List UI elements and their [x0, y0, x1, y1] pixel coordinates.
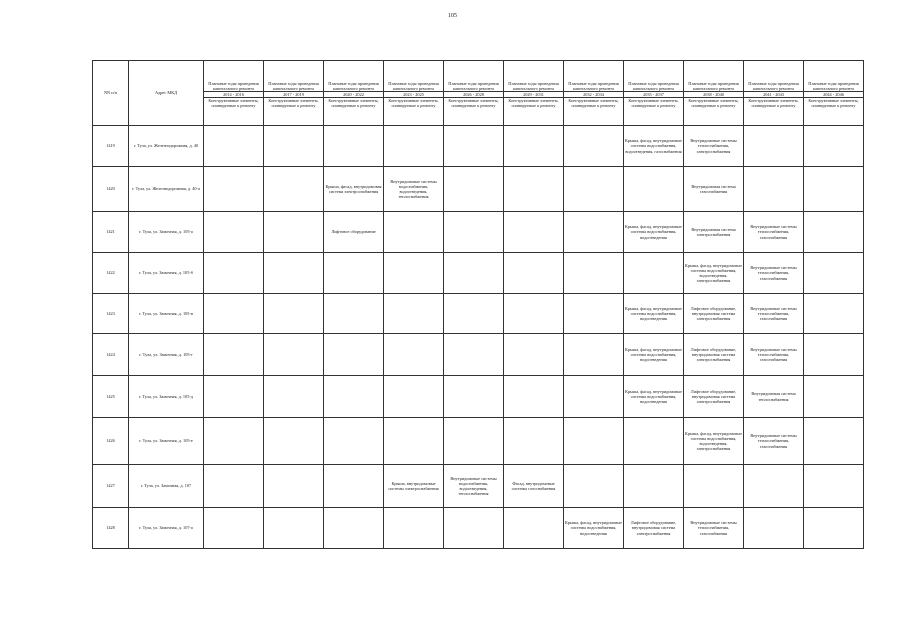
table-row [93, 126, 864, 167]
row-cell: Крыша, фасад, внутридомовые системы водоснабжения, водоотведения, газоснабжения [624, 126, 684, 167]
row-cell [324, 253, 384, 294]
row-cell [204, 253, 264, 294]
row-cell [264, 508, 324, 549]
row-cell: Внутридомовые системы теплоснабжения, газоснабжения [744, 294, 804, 334]
row-cell [804, 418, 864, 465]
row-cell [504, 167, 564, 212]
row-cell: Внутридомовые системы теплоснабжения, электроснабжения [684, 126, 744, 167]
capital-repair-table [92, 60, 864, 549]
row-cell [444, 334, 504, 376]
row-number: 1422 [93, 253, 129, 294]
header-period-title: Плановые годы проведения капитального ремонта [448, 80, 499, 91]
row-cell [504, 126, 564, 167]
row-cell [744, 508, 804, 549]
row-cell: Внутридомовые системы теплоснабжения, газоснабжения [744, 212, 804, 253]
row-cell [264, 376, 324, 418]
header-number: NN п/п [93, 61, 129, 126]
row-number: 1425 [93, 376, 129, 418]
header-period [444, 61, 504, 98]
header-period-range: 2014 - 2016 [204, 91, 263, 97]
row-cell [564, 167, 624, 212]
row-cell [324, 508, 384, 549]
row-address: г. Тула, ул. Замочная, д. 105-б [129, 253, 204, 294]
header-period-title: Плановые годы проведения капитального ремонта [808, 80, 859, 91]
row-cell [384, 334, 444, 376]
row-cell [264, 334, 324, 376]
row-cell: Лифтовое оборудование, внутридомовая система электроснабжения [684, 376, 744, 418]
row-cell: Крыша, фасад, внутридомовые системы водоснабжения, водоотведения [624, 212, 684, 253]
row-cell [564, 465, 624, 508]
row-cell: Крыша, фасад, внутридомовые системы водоснабжения, водоотведения, электроснабжения [684, 253, 744, 294]
row-cell [324, 465, 384, 508]
row-cell [564, 334, 624, 376]
header-period [804, 61, 864, 98]
row-cell [384, 508, 444, 549]
row-cell: Крыша, фасад, внутридомовые системы водоснабжения, водоотведения, электроснабжения [684, 418, 744, 465]
row-cell [444, 212, 504, 253]
row-address: г. Тула, ул. Железнодорожная, д. 40-а [129, 167, 204, 212]
row-cell [204, 465, 264, 508]
row-cell: Крыша, фасад, внутридомовые системы водоснабжения, водоотведения [624, 294, 684, 334]
header-elements: Конструктивные элементы, планируемые к ремонту [384, 98, 444, 126]
row-cell [324, 334, 384, 376]
row-cell [264, 167, 324, 212]
row-cell [804, 376, 864, 418]
row-cell: Крыша, фасад, внутридомовые системы водоснабжения, водоотведения [624, 334, 684, 376]
table-row [93, 508, 864, 549]
row-number: 1423 [93, 294, 129, 334]
header-period-range: 2044 - 2046 [804, 91, 863, 97]
row-cell: Внутридомовые системы водоснабжения, водоотведения, теплоснабжения [384, 167, 444, 212]
row-cell [444, 294, 504, 334]
row-cell [564, 376, 624, 418]
header-elements: Конструктивные элементы, планируемые к ремонту [804, 98, 864, 126]
header-period-title: Плановые годы проведения капитального ремонта [268, 80, 319, 91]
row-cell: Лифтовое оборудование, внутридомовая система электроснабжения [684, 294, 744, 334]
row-cell: Внутридомовые системы теплоснабжения, газоснабжения [744, 418, 804, 465]
row-address: г. Тула, ул. Замочная, д. 105-в [129, 294, 204, 334]
row-cell [744, 126, 804, 167]
table-row [93, 212, 864, 253]
row-number: 1424 [93, 334, 129, 376]
row-cell: Внутридомовая система теплоснабжения [744, 376, 804, 418]
row-cell [264, 253, 324, 294]
row-cell [324, 418, 384, 465]
row-address: г. Тула, ул. Железнодорожная, д. 40 [129, 126, 204, 167]
row-cell: Лифтовое оборудование [324, 212, 384, 253]
row-cell [504, 508, 564, 549]
header-elements: Конструктивные элементы, планируемые к ремонту [324, 98, 384, 126]
row-cell [264, 465, 324, 508]
row-cell [564, 294, 624, 334]
row-cell [264, 212, 324, 253]
row-cell [804, 334, 864, 376]
row-cell [564, 212, 624, 253]
header-period-range: 2035 - 2037 [624, 91, 683, 97]
row-address: г. Тула, ул. Замочная, д. 107-а [129, 508, 204, 549]
row-cell [324, 126, 384, 167]
header-period [324, 61, 384, 98]
row-number: 1427 [93, 465, 129, 508]
row-cell [624, 465, 684, 508]
row-cell [384, 126, 444, 167]
row-number: 1421 [93, 212, 129, 253]
row-cell [504, 212, 564, 253]
row-cell [204, 212, 264, 253]
table-row [93, 253, 864, 294]
row-cell [624, 167, 684, 212]
row-number: 1420 [93, 167, 129, 212]
row-cell: Крыша, внутридомовые системы электроснабжения [384, 465, 444, 508]
header-period-title: Плановые годы проведения капитального ремонта [688, 80, 739, 91]
row-cell [564, 253, 624, 294]
row-cell [564, 418, 624, 465]
row-cell [804, 253, 864, 294]
row-cell [264, 294, 324, 334]
table-header [93, 61, 864, 126]
row-cell [804, 212, 864, 253]
header-period-range: 2020 - 2022 [324, 91, 383, 97]
header-period-range: 2038 - 2040 [684, 91, 743, 97]
table-row [93, 418, 864, 465]
row-number: 1426 [93, 418, 129, 465]
row-cell: Крыша, фасад, внутридомовые системы водоснабжения, водоотведения [624, 376, 684, 418]
header-period-title: Плановые годы проведения капитального ремонта [568, 80, 619, 91]
row-cell [504, 334, 564, 376]
row-cell [444, 508, 504, 549]
table-row [93, 465, 864, 508]
row-cell [804, 294, 864, 334]
header-period-title: Плановые годы проведения капитального ремонта [328, 80, 379, 91]
row-cell [264, 126, 324, 167]
row-cell [624, 253, 684, 294]
header-elements: Конструктивные элементы, планируемые к ремонту [504, 98, 564, 126]
header-period-title: Плановые годы проведения капитального ремонта [388, 80, 439, 91]
row-cell [264, 418, 324, 465]
header-period [684, 61, 744, 98]
table-body [93, 126, 864, 549]
header-elements: Конструктивные элементы, планируемые к ремонту [204, 98, 264, 126]
header-period [204, 61, 264, 98]
row-cell [204, 508, 264, 549]
header-period-range: 2017 - 2019 [264, 91, 323, 97]
row-cell [324, 376, 384, 418]
row-cell [384, 294, 444, 334]
row-cell [204, 334, 264, 376]
header-period-title: Плановые годы проведения капитального ремонта [508, 80, 559, 91]
header-period-range: 2029 - 2031 [504, 91, 563, 97]
header-elements: Конструктивные элементы, планируемые к ремонту [624, 98, 684, 126]
row-cell [204, 167, 264, 212]
row-cell [444, 418, 504, 465]
header-period-title: Плановые годы проведения капитального ремонта [628, 80, 679, 91]
row-cell [804, 508, 864, 549]
header-elements: Конструктивные элементы, планируемые к ремонту [444, 98, 504, 126]
row-cell: Крыша, фасад, внутридомовая система электроснабжения [324, 167, 384, 212]
row-address: г. Тула, ул. Замочная, д. 105-д [129, 376, 204, 418]
page-number: 105 [448, 13, 457, 19]
header-elements: Конструктивные элементы, планируемые к ремонту [264, 98, 324, 126]
row-cell [744, 465, 804, 508]
row-cell [504, 253, 564, 294]
row-address: г. Тула, ул. Замочная, д. 105-е [129, 418, 204, 465]
row-cell: Внутридомовые системы теплоснабжения, газоснабжения [744, 253, 804, 294]
row-cell: Внутридомовые системы водоснабжения, водоотведения, теплоснабжения [444, 465, 504, 508]
row-cell [384, 212, 444, 253]
row-cell: Внутридомовые системы теплоснабжения, газоснабжения [684, 508, 744, 549]
row-cell: Лифтовое оборудование, внутридомовая система электроснабжения [624, 508, 684, 549]
header-period [564, 61, 624, 98]
row-cell [384, 253, 444, 294]
row-address: г. Тула, ул. Замочная, д. 107 [129, 465, 204, 508]
row-cell [444, 376, 504, 418]
row-cell [564, 126, 624, 167]
row-cell: Крыша, фасад, внутридомовые системы водоснабжения, водоотведения [564, 508, 624, 549]
row-cell [804, 126, 864, 167]
row-cell: Внутридомовая система газоснабжения [684, 167, 744, 212]
row-cell [804, 167, 864, 212]
row-cell [384, 418, 444, 465]
header-period-range: 2041 - 2043 [744, 91, 803, 97]
row-cell [504, 294, 564, 334]
row-cell [444, 126, 504, 167]
row-address: г. Тула, ул. Замочная, д. 105-г [129, 334, 204, 376]
header-period [624, 61, 684, 98]
table-row [93, 334, 864, 376]
header-elements: Конструктивные элементы, планируемые к ремонту [744, 98, 804, 126]
row-cell [504, 418, 564, 465]
table-row [93, 294, 864, 334]
row-cell [804, 465, 864, 508]
header-address: Адрес МКД [129, 61, 204, 126]
row-cell [504, 376, 564, 418]
header-elements: Конструктивные элементы, планируемые к ремонту [684, 98, 744, 126]
row-number: 1419 [93, 126, 129, 167]
row-cell: Внутридомовая система электроснабжения [684, 212, 744, 253]
row-cell [684, 465, 744, 508]
row-cell [444, 253, 504, 294]
header-period-range: 2032 - 2034 [564, 91, 623, 97]
row-cell: Фасад, внутридомовые системы газоснабжения [504, 465, 564, 508]
header-period [504, 61, 564, 98]
header-period-range: 2023 - 2025 [384, 91, 443, 97]
row-cell [624, 418, 684, 465]
row-address: г. Тула, ул. Замочная, д. 105-а [129, 212, 204, 253]
header-period-range: 2026 - 2028 [444, 91, 503, 97]
row-cell [204, 126, 264, 167]
table-row [93, 376, 864, 418]
row-cell [444, 167, 504, 212]
row-cell: Внутридомовые системы теплоснабжения, газоснабжения [744, 334, 804, 376]
header-elements: Конструктивные элементы, планируемые к ремонту [564, 98, 624, 126]
table-row [93, 167, 864, 212]
row-cell [744, 167, 804, 212]
header-period-title: Плановые годы проведения капитального ремонта [208, 80, 259, 91]
header-period-title: Плановые годы проведения капитального ремонта [748, 80, 799, 91]
row-number: 1428 [93, 508, 129, 549]
row-cell [384, 376, 444, 418]
header-period [744, 61, 804, 98]
row-cell [204, 294, 264, 334]
header-period [264, 61, 324, 98]
row-cell [324, 294, 384, 334]
header-period [384, 61, 444, 98]
row-cell: Лифтовое оборудование, внутридомовая система электроснабжения [684, 334, 744, 376]
row-cell [204, 376, 264, 418]
row-cell [204, 418, 264, 465]
